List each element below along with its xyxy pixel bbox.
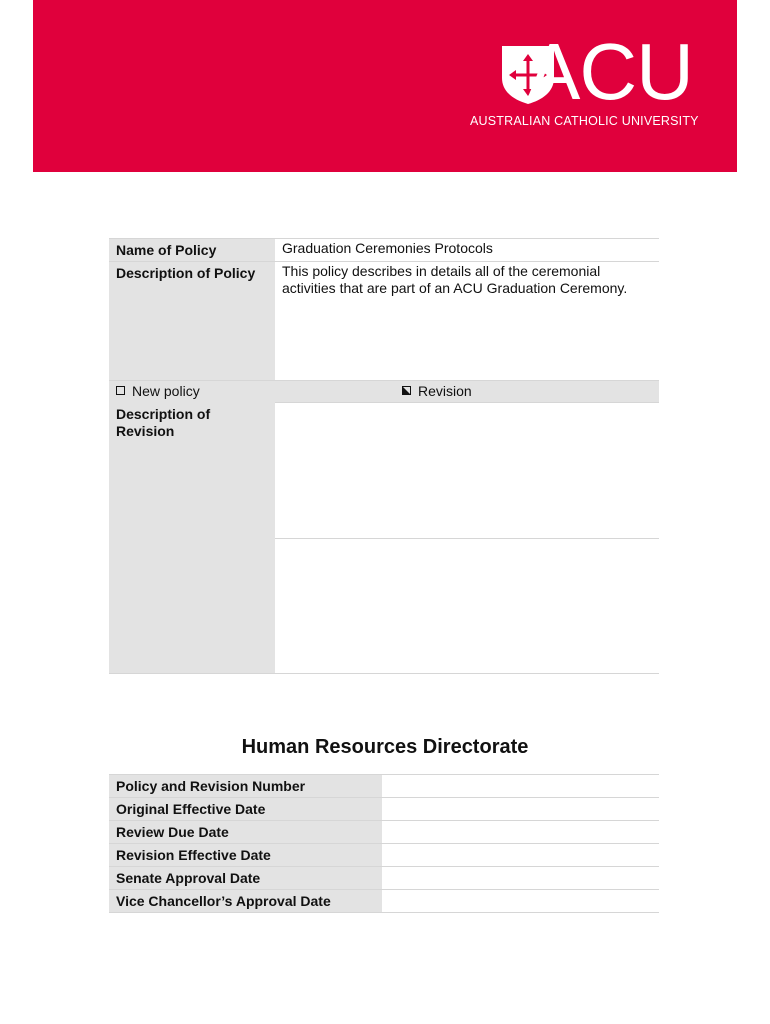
table-row	[109, 867, 659, 890]
senate-approval-date-field[interactable]	[382, 867, 659, 889]
table-rule	[109, 380, 659, 381]
policy-label-column	[109, 238, 275, 380]
acu-logo-text: ACU	[527, 27, 693, 116]
table-row	[109, 890, 659, 913]
table-rule	[275, 538, 659, 539]
table-row	[109, 775, 659, 798]
review-due-date-field[interactable]	[382, 821, 659, 843]
table-rule	[109, 261, 659, 262]
table-row	[109, 844, 659, 867]
university-name: AUSTRALIAN CATHOLIC UNIVERSITY	[470, 114, 699, 128]
vice-chancellor-approval-date-field[interactable]	[382, 890, 659, 912]
table-rule	[109, 673, 659, 674]
table-row	[109, 821, 659, 844]
name-of-policy-label: Name of Policy	[116, 242, 217, 258]
name-of-policy-value: Graduation Ceremonies Protocols	[282, 240, 493, 256]
revision-effective-date-label: Revision Effective Date	[116, 847, 271, 863]
new-policy-label: New policy	[132, 383, 200, 399]
original-effective-date-label: Original Effective Date	[116, 801, 266, 817]
revision-label: Revision	[418, 383, 472, 399]
revision-checkbox[interactable]	[402, 386, 411, 395]
revision-effective-date-field[interactable]	[382, 844, 659, 866]
directorate-title: Human Resources Directorate	[241, 736, 529, 758]
description-of-policy-label: Description of Policy	[116, 265, 256, 281]
check-mark-icon	[402, 386, 412, 396]
vice-chancellor-approval-date-label: Vice Chancellor’s Approval Date	[116, 893, 331, 909]
review-due-date-label: Review Due Date	[116, 824, 229, 840]
revision-label-column	[109, 402, 275, 673]
description-of-revision-label-line2: Revision	[116, 423, 175, 439]
description-of-revision-label-line1: Description of	[116, 406, 211, 422]
description-of-policy-value-line1: This policy describes in details all of the ceremonial	[282, 263, 601, 279]
policy-revision-number-field[interactable]	[382, 775, 659, 797]
policy-revision-number-label: Policy and Revision Number	[116, 778, 306, 794]
table-rule	[109, 912, 659, 913]
table-rule	[109, 238, 659, 239]
description-of-policy-value-line2: activities that are part of an ACU Graduation Ceremony.	[282, 280, 628, 296]
senate-approval-date-label: Senate Approval Date	[116, 870, 261, 886]
table-row	[109, 798, 659, 821]
original-effective-date-field[interactable]	[382, 798, 659, 820]
new-policy-checkbox[interactable]	[116, 386, 125, 395]
